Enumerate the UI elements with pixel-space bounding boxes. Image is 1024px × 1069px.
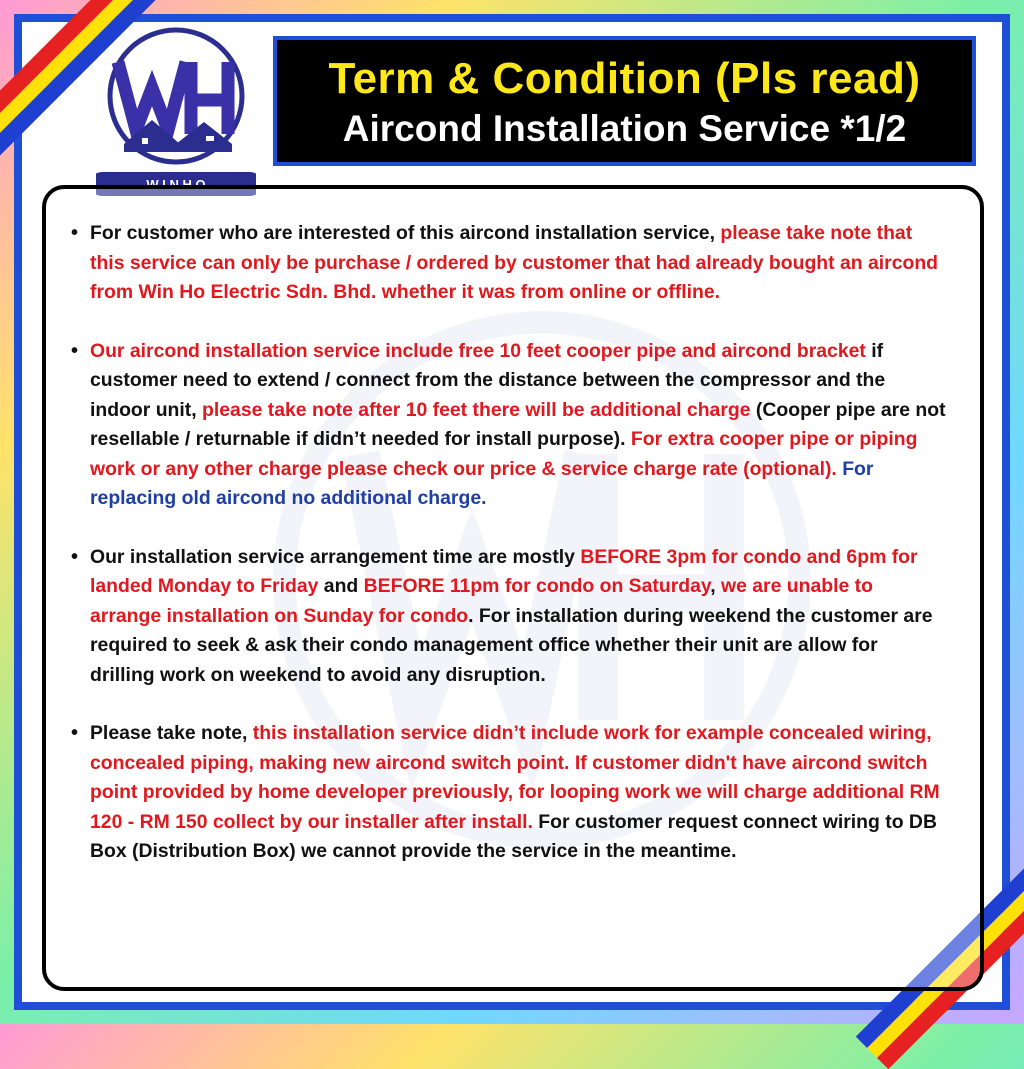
term-text-highlight: For extra cooper pipe or piping work or any other charge please check our price & service charge rate (optional). [90,428,918,480]
term-text-note: For replacing old aircond no additional charge. [90,457,874,509]
term-item [71,719,946,867]
term-text: Our installation service arrangement time are mostly [90,545,581,568]
term-text: . For installation during weekend the customer are required to seek & ask their condo management office whether their unit are allow for drilling work on weekend to avoid any disruption. [90,604,933,686]
terms-list [46,189,980,867]
winho-logo [96,22,256,202]
bullet-icon: • [71,222,79,244]
term-item [71,337,946,514]
term-text-highlight: please take note after 10 feet there will be additional charge [202,398,751,421]
term-text: For customer who are interested of this aircond installation service, [90,222,721,244]
logo-brand-name: W I N H O [146,177,206,192]
term-text-highlight: BEFORE 11pm for condo on Saturday [363,575,711,597]
term-item [71,219,946,308]
term-text-highlight: please take note that this service can only be purchase / ordered by customer that had already bought an aircond from Win Ho Electric Sdn. Bhd. whether it was from online or offline. [90,222,939,303]
term-text-highlight: this installation service didn’t include work for example concealed wiring, concealed piping, making new aircond switch point. If customer didn't have aircond switch point provided by home developer previously, for looping work we will charge additional RM 120 - RM 150 collect by our installer after install. [90,722,940,833]
term-text-highlight: we are unable to arrange installation on Sunday for condo [90,575,873,627]
term-text-highlight: BEFORE 3pm for condo and 6pm for landed Monday to Friday [90,545,918,597]
bullet-icon: • [71,722,79,744]
term-item [71,543,946,691]
page-subtitle: Aircond Installation Service *1/2 [342,108,907,149]
term-text: , [710,575,721,597]
term-text-highlight: Our aircond installation service include free 10 feet cooper pipe and aircond bracket [90,339,866,362]
terms-panel [42,185,984,991]
bullet-icon: • [71,339,79,362]
term-text: (Cooper pipe are not resellable / returnable if didn’t needed for install purpose). [90,398,946,450]
term-text: if customer need to extend / connect from the distance between the compressor and the indoor unit, [90,339,886,421]
term-text: For customer request connect wiring to DB Box (Distribution Box) we cannot provide the service in the meantime. [90,810,937,862]
bullet-icon: • [71,545,79,568]
term-text: Please take note, [90,722,253,744]
term-text: and [318,575,364,597]
title-banner [273,36,976,166]
page-title: Term & Condition (Pls read) [328,54,921,103]
